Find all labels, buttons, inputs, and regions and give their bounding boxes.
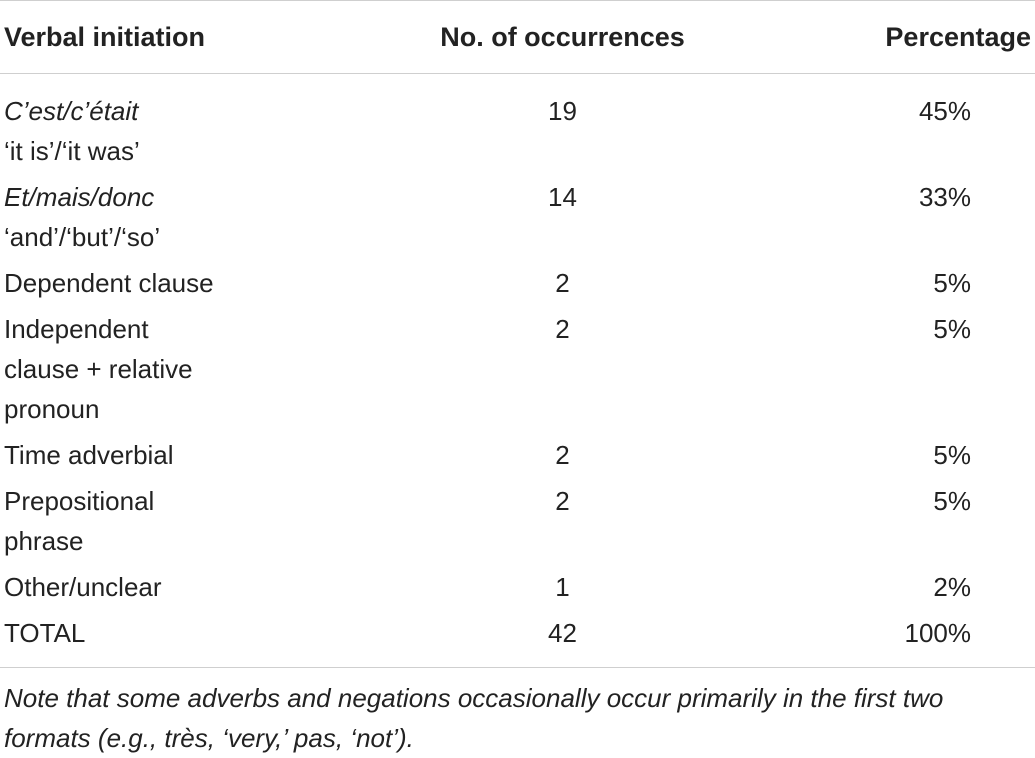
row-label [0, 607, 360, 668]
table-body [0, 74, 1035, 668]
row-percentage: 5% [933, 268, 971, 298]
row-label-line: Et/mais/donc [4, 182, 155, 212]
row-percentage: 5% [933, 314, 971, 344]
row-percentage: 2% [933, 572, 971, 602]
header-verbal-initiation: Verbal initiation [4, 21, 206, 52]
table-row [0, 475, 1035, 561]
header-percentage: Percentage [885, 21, 1031, 52]
row-label-line: ‘it is’/‘it was’ [4, 136, 140, 166]
row-label [0, 171, 360, 257]
row-label [0, 561, 360, 607]
row-occurrences: 2 [555, 440, 570, 470]
table-row-total [0, 607, 1035, 668]
row-label-line: Other/unclear [4, 572, 162, 602]
row-label-line: Time adverbial [4, 440, 174, 470]
table-row [0, 257, 1035, 303]
table-row [0, 429, 1035, 475]
table-row [0, 561, 1035, 607]
row-label-line: clause + relative [4, 354, 193, 384]
row-percentage: 100% [904, 618, 971, 648]
row-label-line: ‘and’/‘but’/‘so’ [4, 222, 161, 252]
row-percentage: 33% [918, 182, 971, 212]
row-occurrences: 2 [555, 486, 570, 516]
header-occurrences: No. of occurrences [440, 21, 685, 52]
row-label-line: Dependent clause [4, 268, 214, 298]
table-row [0, 303, 1035, 429]
row-label [0, 257, 360, 303]
row-percentage: 5% [933, 486, 971, 516]
row-label [0, 303, 360, 429]
row-occurrences: 2 [555, 314, 570, 344]
row-label-line: phrase [4, 526, 84, 556]
row-label-line: TOTAL [4, 618, 86, 648]
row-label [0, 74, 360, 172]
table-header [0, 1, 1035, 74]
row-occurrences: 1 [555, 572, 570, 602]
row-percentage: 5% [933, 440, 971, 470]
row-label-line: Independent [4, 314, 149, 344]
row-occurrences: 42 [548, 618, 577, 648]
row-label-line: pronoun [4, 394, 100, 424]
row-label-line: Prepositional [4, 486, 155, 516]
row-label [0, 429, 360, 475]
table-note-line: Note that some adverbs and negations occasionally occur primarily in the first two [4, 683, 944, 713]
row-occurrences: 19 [548, 96, 577, 126]
row-percentage: 45% [918, 96, 971, 126]
table-note [0, 668, 1035, 758]
table-note-line: formats (e.g., très, ‘very,’ pas, ‘not’). [4, 723, 414, 753]
row-label-line: C’est/c’était [4, 96, 139, 126]
row-occurrences: 2 [555, 268, 570, 298]
row-occurrences: 14 [548, 182, 577, 212]
row-label [0, 475, 360, 561]
table-row [0, 171, 1035, 257]
header-row [0, 1, 1035, 74]
table-row [0, 74, 1035, 172]
